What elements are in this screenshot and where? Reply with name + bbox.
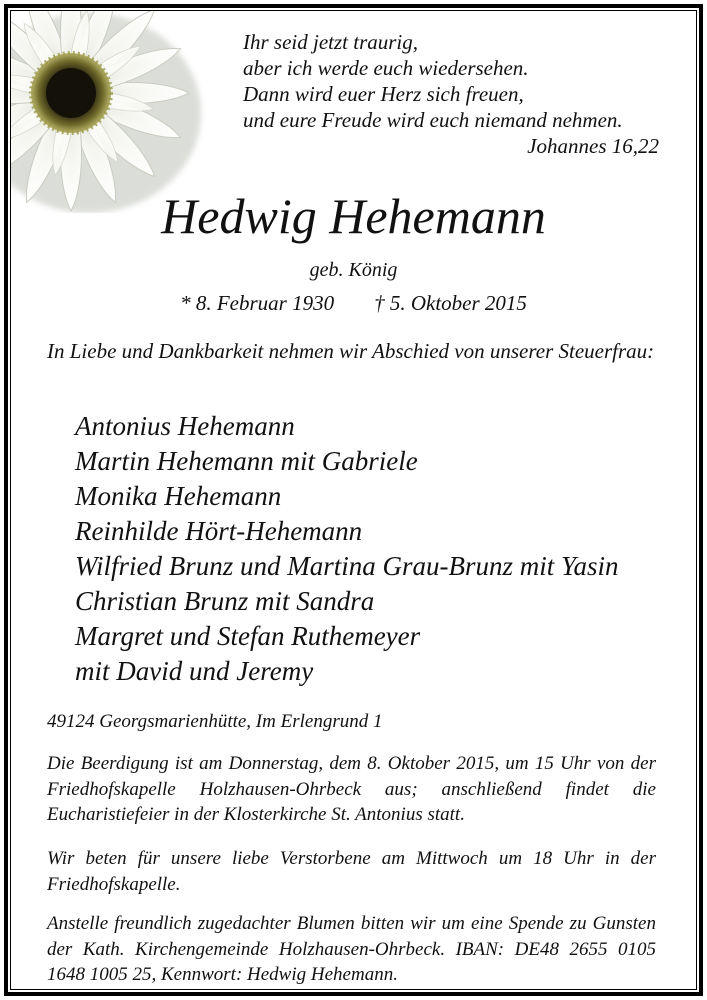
birth-date: * 8. Februar 1930 xyxy=(180,291,335,315)
funeral-details: Die Beerdigung ist am Donnerstag, dem 8. Oktober 2015, um 15 Uhr von der Friedhofskapelle Holzhausen-Ohrbeck aus; anschließend findet die Eucharistiefeier in der Klosterkirche St. Antonius statt. xyxy=(47,753,656,825)
mourner-entry: Wilfried Brunz und Martina Grau-Brunz mit Yasin xyxy=(75,551,619,581)
farewell-intro: In Liebe und Dankbarkeit nehmen wir Abschied von unserer Steuerfrau: xyxy=(47,339,655,363)
mourner-entry: Antonius Hehemann xyxy=(75,411,295,441)
mourner-entry: Margret und Stefan Ruthemeyer xyxy=(75,621,421,651)
mourners-list xyxy=(75,409,685,689)
verse-reference: Johannes 16,22 xyxy=(527,134,659,158)
maiden-name: geb. König xyxy=(309,259,398,281)
notice-inner-border xyxy=(10,10,697,990)
life-dates xyxy=(11,291,696,316)
mourner-entry: Monika Hehemann xyxy=(75,481,282,511)
donation-details: Anstelle freundlich zugedachter Blumen bitten wir um eine Spende zu Gunsten der Kath. Kirchengemeinde Holzhausen-Ohrbeck. IBAN: DE48 2655 0105 1648 1005 25, Kennwort: Hedwig Hehemann. xyxy=(47,913,656,985)
white-gerbera-flower-icon xyxy=(10,10,219,213)
mourner-entry: mit David und Jeremy xyxy=(75,656,314,686)
notice-border xyxy=(4,4,703,996)
verse-line: Dann wird euer Herz sich freuen, xyxy=(243,82,524,106)
mourner-entry: Reinhilde Hört-Hehemann xyxy=(75,516,363,546)
prayer-details: Wir beten für unsere liebe Verstorbene am Mittwoch um 18 Uhr in der Friedhofskapelle. xyxy=(47,848,656,895)
bible-verse xyxy=(243,29,663,159)
mourner-entry: Christian Brunz mit Sandra xyxy=(75,586,375,616)
verse-line: Ihr seid jetzt traurig, xyxy=(243,30,419,54)
death-date: † 5. Oktober 2015 xyxy=(374,291,527,315)
verse-line: aber ich werde euch wiedersehen. xyxy=(243,56,529,80)
verse-line: und eure Freude wird euch niemand nehmen. xyxy=(243,108,623,132)
mourner-entry: Martin Hehemann mit Gabriele xyxy=(75,446,418,476)
deceased-name: Hedwig Hehemann xyxy=(161,188,546,244)
family-address: 49124 Georgsmarienhütte, Im Erlengrund 1 xyxy=(47,711,383,732)
